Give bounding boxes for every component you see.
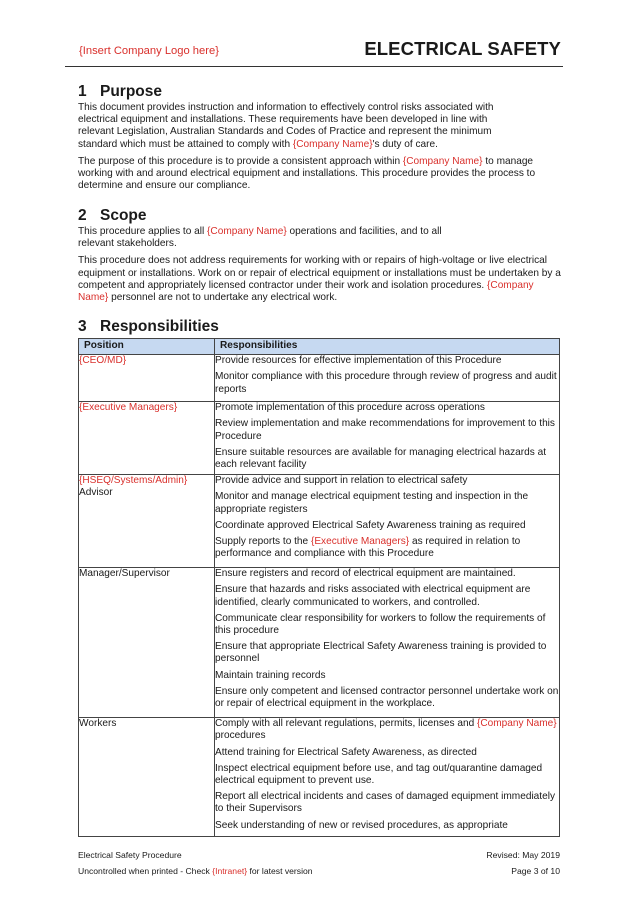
position-text: Advisor bbox=[79, 487, 113, 499]
responsibility-item: Communicate clear responsibility for workers to follow the requirements of this procedure bbox=[215, 612, 546, 637]
section-heading-responsibilities: 3 Responsibilities bbox=[78, 318, 219, 335]
responsibility-item: Ensure registers and record of electrical equipment are maintained. bbox=[215, 568, 516, 580]
responsibility-item: Review implementation and make recommendations for improvement to this Procedure bbox=[215, 418, 555, 442]
position-cell bbox=[79, 402, 215, 475]
page-header bbox=[65, 38, 563, 67]
responsibilities-cell bbox=[215, 355, 560, 402]
section-heading-scope: 2 Scope bbox=[78, 207, 147, 224]
purpose-paragraph-1: This document provides instruction and information to effectively control risks associated with electrical equipment and installations. These requirements have been developed in line with relevant Legislation, Australian Standards and Codes of Practice and represent the minimum standard which must be attained to comply with {Company Name}'s duty of care. bbox=[78, 102, 494, 150]
position-cell bbox=[79, 475, 215, 568]
footer-uncontrolled-notice: Uncontrolled when printed - Check {Intranet} for latest version bbox=[78, 865, 313, 876]
company-name-placeholder: {Company Name} bbox=[78, 279, 534, 304]
column-header-position: Position bbox=[79, 339, 215, 355]
responsibilities-cell bbox=[215, 568, 560, 718]
position-placeholder: {HSEQ/Systems/Admin} bbox=[79, 475, 188, 487]
position-cell bbox=[79, 568, 215, 718]
responsibility-item: Supply reports to the {Executive Managers} as required in relation to performance and compliance with this Procedure bbox=[215, 536, 521, 560]
responsibilities-table bbox=[78, 338, 560, 837]
scope-paragraph-2: This procedure does not address requirements for working with or repairs of high-voltage or live electrical equipment or installations. Work on or repair of electrical equipment or installations must be undertaken by a competent and appropriately licensed contractor under their work and isolation procedures. {Company Name} personnel are not to undertake any electrical work. bbox=[78, 255, 561, 304]
responsibilities-cell bbox=[215, 475, 560, 568]
company-name-placeholder: {Company Name} bbox=[207, 226, 287, 237]
position-cell bbox=[79, 355, 215, 402]
responsibility-item: Provide resources for effective implementation of this Procedure bbox=[215, 355, 502, 367]
responsibility-item: Provide advice and support in relation to electrical safety bbox=[215, 475, 468, 487]
table-row bbox=[79, 355, 560, 402]
responsibility-item: Ensure that appropriate Electrical Safety Awareness training is provided to personnel bbox=[215, 641, 547, 665]
responsibility-item: Seek understanding of new or revised procedures, as appropriate bbox=[215, 819, 508, 831]
position-placeholder: {Executive Managers} bbox=[79, 402, 178, 414]
responsibility-item: Comply with all relevant regulations, permits, licenses and {Company Name} procedures bbox=[215, 718, 557, 742]
table-row bbox=[79, 568, 560, 718]
company-name-placeholder: {Company Name} bbox=[292, 138, 373, 150]
executive-managers-placeholder: {Executive Managers} bbox=[310, 536, 410, 548]
responsibility-item: Ensure that hazards and risks associated with electrical equipment are identified, clearly communicated to workers, and controlled. bbox=[215, 584, 531, 608]
page-footer bbox=[78, 848, 560, 879]
responsibility-item: Report all electrical incidents and cases of damaged equipment immediately to their Supervisors bbox=[215, 791, 556, 815]
footer-revised-date: Revised: May 2019 bbox=[486, 850, 560, 860]
table-row bbox=[79, 402, 560, 475]
footer-page-number: Page 3 of 10 bbox=[511, 865, 560, 876]
responsibility-item: Coordinate approved Electrical Safety Awareness training as required bbox=[215, 519, 526, 531]
section-body-purpose bbox=[78, 102, 562, 197]
responsibility-item: Inspect electrical equipment before use, and tag out/quarantine damaged electrical equipment to prevent use. bbox=[215, 762, 543, 787]
position-placeholder: {CEO/MD} bbox=[79, 355, 127, 367]
document-title: ELECTRICAL SAFETY bbox=[364, 38, 561, 59]
column-header-responsibilities: Responsibilities bbox=[215, 339, 560, 355]
position-text: Manager/Supervisor bbox=[79, 568, 170, 580]
responsibility-item: Ensure only competent and licensed contractor personnel undertake work on or repair of electrical equipment in the workplace. bbox=[215, 685, 559, 710]
responsibility-item: Ensure suitable resources are available for managing electrical hazards at each relevant facility bbox=[215, 446, 547, 471]
responsibility-item: Monitor and manage electrical equipment testing and inspection in the appropriate registers bbox=[215, 491, 529, 515]
table-row bbox=[79, 718, 560, 837]
responsibility-item: Monitor compliance with this procedure through review of progress and audit reports bbox=[215, 371, 557, 395]
position-cell bbox=[79, 718, 215, 837]
scope-paragraph-1: This procedure applies to all {Company Name} operations and facilities, and to all relevant stakeholders. bbox=[78, 226, 442, 250]
company-name-placeholder: {Company Name} bbox=[477, 718, 557, 730]
section-heading-purpose: 1 Purpose bbox=[78, 83, 163, 100]
table-header-row bbox=[79, 339, 560, 355]
section-body-scope bbox=[78, 226, 562, 309]
purpose-paragraph-2: The purpose of this procedure is to provide a consistent approach within {Company Name} to manage working with and around electrical equipment and installations. This procedure provides the process to determine and ensure our compliance. bbox=[78, 155, 536, 192]
responsibility-item: Attend training for Electrical Safety Awareness, as directed bbox=[215, 746, 477, 758]
intranet-placeholder: {Intranet} bbox=[212, 865, 248, 876]
responsibilities-cell bbox=[215, 718, 560, 837]
company-logo-placeholder: {Insert Company Logo here} bbox=[79, 45, 219, 57]
table-row bbox=[79, 475, 560, 568]
position-text: Workers bbox=[79, 718, 117, 730]
footer-document-name: Electrical Safety Procedure bbox=[78, 850, 182, 860]
responsibilities-cell bbox=[215, 402, 560, 475]
responsibility-item: Maintain training records bbox=[215, 669, 326, 681]
responsibility-item: Promote implementation of this procedure across operations bbox=[215, 402, 485, 414]
footer-row-1 bbox=[78, 848, 560, 864]
company-name-placeholder: {Company Name} bbox=[402, 155, 483, 167]
footer-row-2 bbox=[78, 864, 560, 880]
